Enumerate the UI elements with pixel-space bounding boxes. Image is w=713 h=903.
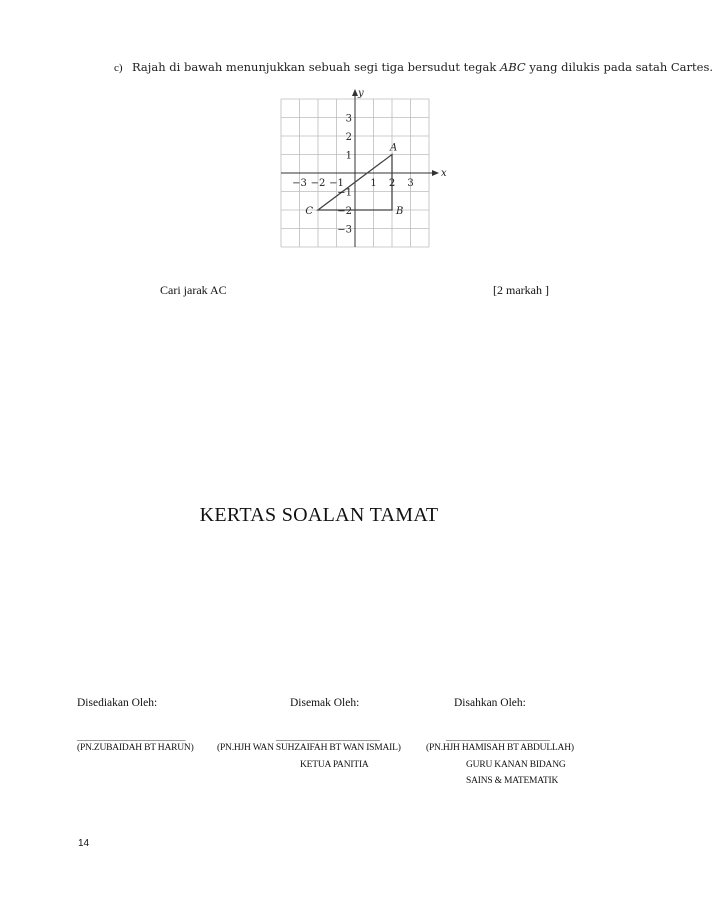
x-tick-label: 3 [407,178,414,189]
approved-by-signature-line: _______________________ [446,731,550,742]
y-tick-label: −2 [337,206,352,217]
approved-by-role-1: GURU KANAN BIDANG [466,760,566,770]
y-axis-label: y [358,88,364,99]
vertex-label-b: B [396,206,404,217]
vertex-label-c: C [305,206,313,217]
question-text-before: Rajah di bawah menunjukkan sebuah segi tiga bersudut tegak [132,60,500,74]
question-text-after: yang dilukis pada satah Cartes. [525,60,713,74]
checked-by-name: (PN.HJH WAN SUHZAIFAH BT WAN ISMAIL) [217,743,401,753]
approved-by-name: (PN.HJH HAMISAH BT ABDULLAH) [426,743,574,753]
cartesian-triangle-figure [280,86,447,248]
y-tick-label: 2 [345,132,352,143]
axes [281,89,439,247]
page-number: 14 [78,838,90,849]
checked-by-signature-line: _______________________ [276,731,380,742]
triangle-name: ABC [499,60,526,74]
approved-by-heading: Disahkan Oleh: [454,697,526,709]
figure-labels [292,88,447,236]
x-axis-label: x [441,168,447,179]
checked-by-role: KETUA PANITIA [300,760,369,770]
y-tick-label: −3 [337,224,352,236]
prepared-by-name: (PN.ZUBAIDAH BT HARUN) [77,743,194,753]
marks-allocation: [2 markah ] [493,283,549,297]
x-axis-arrow [432,170,439,176]
question-text [132,60,713,74]
x-tick-label: −1 [329,178,344,189]
prepared-by-heading: Disediakan Oleh: [77,697,158,709]
x-tick-label: −3 [292,178,307,189]
question-label: c) [114,62,123,74]
end-of-paper-title: KERTAS SOALAN TAMAT [199,504,439,526]
y-tick-label: 3 [345,113,352,125]
prepared-by-signature-line: ________________________ [77,731,185,742]
checked-by-heading: Disemak Oleh: [290,697,360,709]
y-tick-label: −1 [337,187,352,199]
approved-by-role-2: SAINS & MATEMATIK [466,776,559,786]
x-tick-label: 2 [388,178,396,189]
vertex-label-a: A [390,142,398,154]
question-instruction: Cari jarak AC [160,283,227,297]
x-tick-label: 1 [370,178,377,189]
y-tick-label: 1 [345,150,352,162]
x-tick-label: −2 [310,178,326,189]
